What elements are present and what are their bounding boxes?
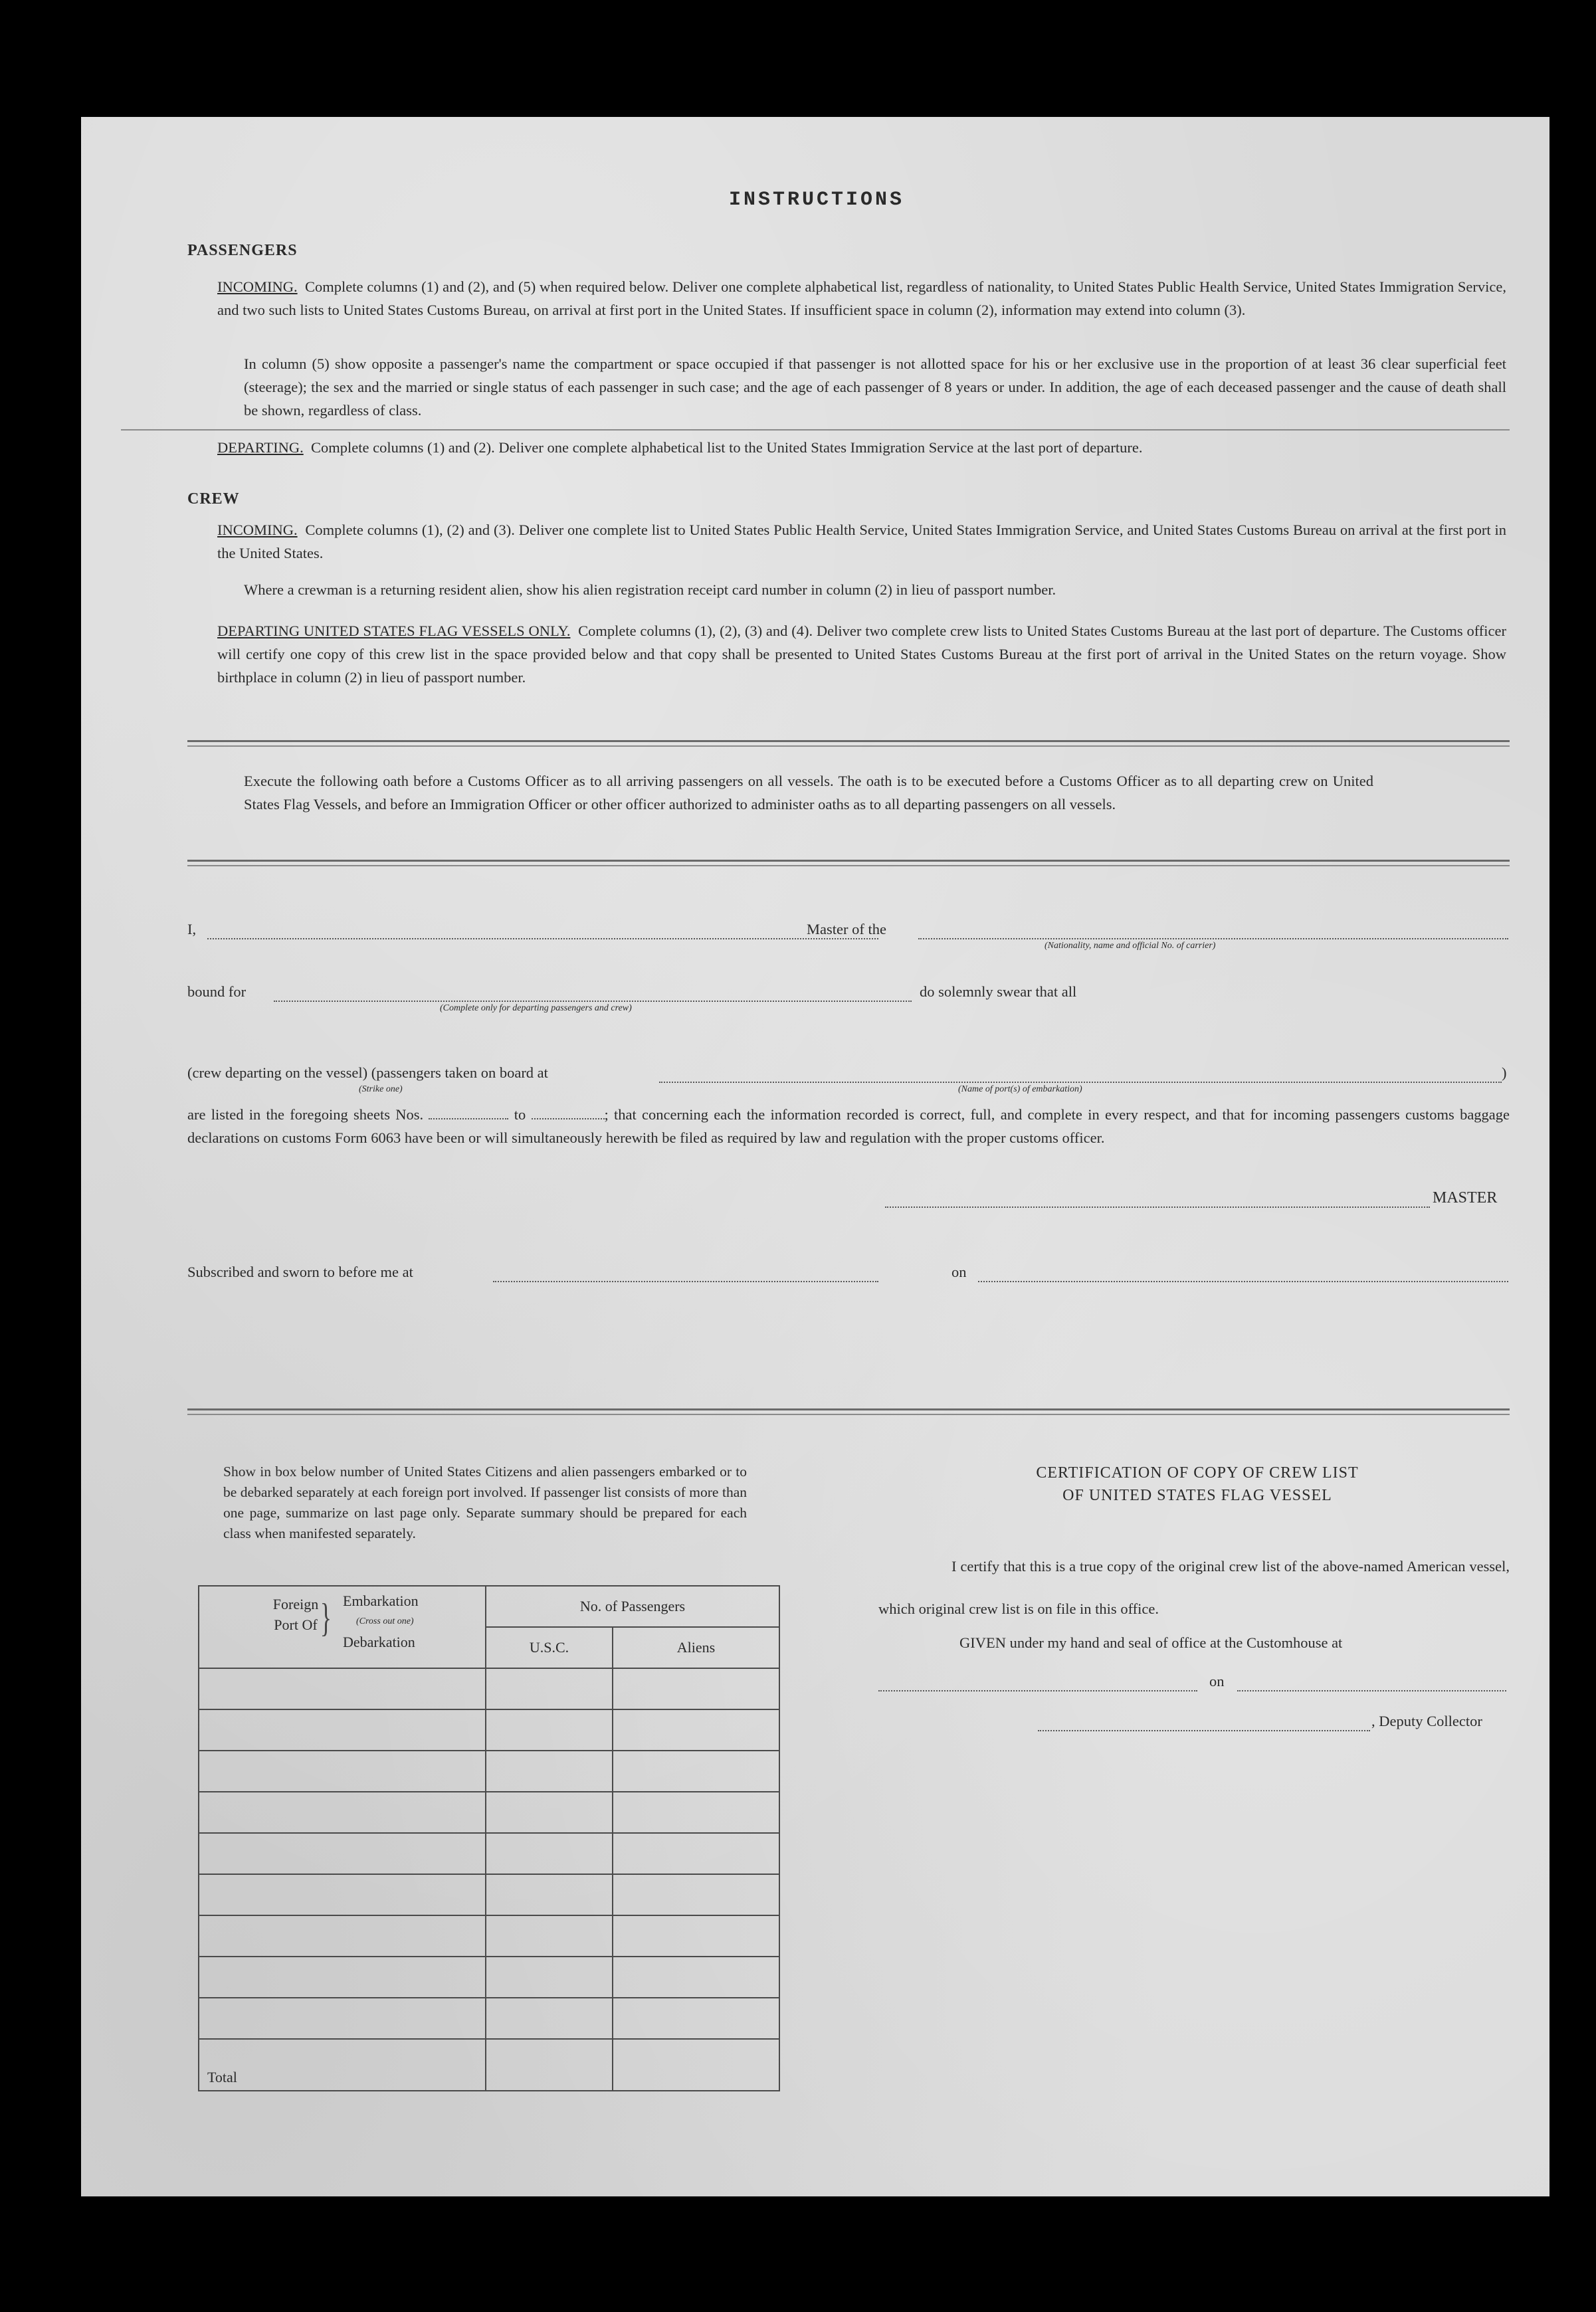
aliens-header-cell: Aliens bbox=[613, 1627, 779, 1668]
crew-resident-paragraph: Where a crewman is a returning resident alien, show his alien registration receipt card number in column (2) in lieu of passport number. bbox=[244, 581, 1056, 598]
usc-cell[interactable] bbox=[486, 1874, 613, 1915]
port-cell[interactable] bbox=[199, 1957, 486, 1998]
port-cell[interactable] bbox=[199, 1915, 486, 1957]
aliens-cell[interactable] bbox=[613, 1751, 779, 1792]
port-cell[interactable] bbox=[199, 1792, 486, 1833]
sheet-from-field[interactable] bbox=[429, 1118, 508, 1119]
port-cell[interactable] bbox=[199, 1874, 486, 1915]
carrier-note: (Nationality, name and official No. of carrier) bbox=[1045, 941, 1216, 951]
aliens-cell[interactable] bbox=[613, 1833, 779, 1874]
carrier-field[interactable] bbox=[918, 938, 1508, 939]
aliens-cell[interactable] bbox=[613, 1668, 779, 1709]
table-row bbox=[199, 1874, 779, 1915]
usc-cell[interactable] bbox=[486, 1833, 613, 1874]
certify-paragraph: I certify that this is a true copy of the original crew list of the above-named American vessel, which original crew list is on file in this office. bbox=[878, 1558, 1510, 1617]
table-row bbox=[199, 1751, 779, 1792]
port-cell[interactable] bbox=[199, 1668, 486, 1709]
deputy-collector-signature-field[interactable] bbox=[1038, 1730, 1370, 1731]
customhouse-field[interactable] bbox=[878, 1690, 1197, 1691]
passengers-header-cell: No. of Passengers bbox=[486, 1586, 779, 1627]
usc-cell[interactable] bbox=[486, 1998, 613, 2039]
certification-heading-2: OF UNITED STATES FLAG VESSEL bbox=[1062, 1487, 1332, 1504]
col-embarkation: Embarkation bbox=[343, 1592, 419, 1609]
total-usc-cell[interactable] bbox=[486, 2039, 613, 2091]
table-row bbox=[199, 1792, 779, 1833]
col-debarkation: Debarkation bbox=[343, 1634, 415, 1650]
subscribed-on-label: on bbox=[951, 1264, 967, 1280]
certification-heading-1: CERTIFICATION OF COPY OF CREW LIST bbox=[1036, 1464, 1359, 1482]
embarkation-port-field[interactable] bbox=[659, 1082, 1502, 1083]
crew-departing-label: DEPARTING UNITED STATES FLAG VESSELS ONLY. bbox=[217, 623, 571, 639]
crew-heading: CREW bbox=[187, 490, 240, 508]
aliens-cell[interactable] bbox=[613, 1792, 779, 1833]
divider bbox=[187, 1414, 1510, 1415]
page-title: INSTRUCTIONS bbox=[729, 189, 905, 211]
table-row bbox=[199, 1998, 779, 2039]
divider bbox=[187, 865, 1510, 866]
passenger-summary-table bbox=[198, 1585, 780, 2091]
listed-text-2: ; that concerning each the information recorded is correct, full, and complete in every respect, and that for incoming passengers customs baggage declarations on customs Form 6063 have been or will simultaneously herewith be filed as required by law and regulation with the proper customs officer. bbox=[187, 1106, 1510, 1146]
bound-for-note: (Complete only for departing passengers and crew) bbox=[440, 1003, 632, 1013]
usc-cell[interactable] bbox=[486, 1957, 613, 1998]
document-page bbox=[81, 117, 1549, 2196]
aliens-cell[interactable] bbox=[613, 1709, 779, 1751]
total-row bbox=[199, 2039, 779, 2091]
master-signature-field[interactable] bbox=[885, 1206, 1430, 1208]
oath-intro-paragraph: Execute the following oath before a Customs Officer as to all arriving passengers on all vessels. The oath is to be executed before a Customs Officer as to all departing crew on United States Flag Vessels, and before an Immigration Officer or other officer authorized to administer oaths as to all departing passengers on all vessels. bbox=[244, 773, 1373, 813]
aliens-cell[interactable] bbox=[613, 1874, 779, 1915]
aliens-cell[interactable] bbox=[613, 1998, 779, 2039]
passengers-heading: PASSENGERS bbox=[187, 242, 298, 259]
total-label: Total bbox=[199, 2039, 486, 2091]
table-row bbox=[199, 1957, 779, 1998]
port-cell[interactable] bbox=[199, 1751, 486, 1792]
crew-incoming-label: INCOMING. bbox=[217, 522, 298, 538]
usc-cell[interactable] bbox=[486, 1709, 613, 1751]
port-cell[interactable] bbox=[199, 1833, 486, 1874]
passengers-incoming-label: INCOMING. bbox=[217, 278, 298, 295]
i-label: I, bbox=[187, 921, 197, 937]
passengers-column5-paragraph: In column (5) show opposite a passenger's name the compartment or space occupied if that passenger is not allotted space for his or her exclusive use in the proportion of at least 36 clear superficial feet (steerage); the sex and the married or single status of each passenger in such case; and the age of each passenger of 8 years or under. In addition, the age of each deceased passenger and the cause of death shall be shown, regardless of class. bbox=[244, 355, 1506, 419]
given-label: GIVEN under my hand and seal of office at the Customhouse at bbox=[959, 1634, 1343, 1651]
summary-instructions: Show in box below number of United States Citizens and alien passengers embarked or to be debarked separately at each foreign port involved. If passenger list consists of more than one page, summarize on last page only. Separate summary should be prepared for each class when manifested separately. bbox=[223, 1464, 747, 1541]
master-of-label: Master of the bbox=[807, 921, 886, 937]
usc-header-cell: U.S.C. bbox=[486, 1627, 613, 1668]
port-cell[interactable] bbox=[199, 1709, 486, 1751]
passengers-departing-paragraph bbox=[217, 436, 1506, 459]
port-header-cell bbox=[199, 1586, 486, 1668]
col-foreign-port: Foreign Port Of bbox=[272, 1596, 319, 1633]
bound-for-label: bound for bbox=[187, 983, 247, 1000]
aliens-cell[interactable] bbox=[613, 1957, 779, 1998]
subscribed-date-field[interactable] bbox=[978, 1281, 1508, 1282]
aliens-cell[interactable] bbox=[613, 1915, 779, 1957]
strike-one-note: (Strike one) bbox=[359, 1084, 403, 1094]
listed-text-1: are listed in the foregoing sheets Nos. bbox=[187, 1106, 424, 1123]
brace-glyph: } bbox=[320, 1596, 332, 1640]
bound-for-field[interactable] bbox=[274, 1001, 912, 1002]
ports-note: (Name of port(s) of embarkation) bbox=[958, 1084, 1082, 1094]
deputy-collector-label: , Deputy Collector bbox=[1371, 1713, 1482, 1729]
passengers-incoming-paragraph bbox=[217, 275, 1506, 322]
swear-label: do solemnly swear that all bbox=[920, 983, 1077, 1000]
divider bbox=[121, 429, 1510, 431]
usc-cell[interactable] bbox=[486, 1792, 613, 1833]
passengers-incoming-text: Complete columns (1) and (2), and (5) when required below. Deliver one complete alphabetical list, regardless of nationality, to United States Public Health Service, United States Immigration Service, and two such lists to United States Customs Bureau, on arrival at first port in the United States. If insufficient space in column (2), information may extend into column (3). bbox=[217, 278, 1506, 318]
crew-incoming-paragraph bbox=[217, 518, 1506, 565]
listed-paragraph bbox=[187, 1103, 1510, 1149]
divider bbox=[187, 860, 1510, 862]
usc-cell[interactable] bbox=[486, 1751, 613, 1792]
usc-cell[interactable] bbox=[486, 1915, 613, 1957]
subscribed-place-field[interactable] bbox=[493, 1281, 878, 1282]
table-row bbox=[199, 1915, 779, 1957]
crew-incoming-text: Complete columns (1), (2) and (3). Deliver one complete list to United States Public Health Service, United States Immigration Service, and United States Customs Bureau on arrival at the first port in the United States. bbox=[217, 522, 1506, 561]
crew-departing-text: Complete columns (1), (2), (3) and (4). Deliver two complete crew lists to United States Customs Bureau at the last port of departure. The Customs officer will certify one copy of this crew list in the space provided below and that copy shall be presented to United States Customs Bureau at the first port of arrival in the United States on the return voyage. Show birthplace in column (2) in lieu of passport number. bbox=[217, 623, 1507, 686]
certification-date-field[interactable] bbox=[1237, 1690, 1506, 1691]
usc-cell[interactable] bbox=[486, 1668, 613, 1709]
table-row bbox=[199, 1668, 779, 1709]
sheet-to-field[interactable] bbox=[532, 1118, 605, 1119]
passengers-departing-label: DEPARTING. bbox=[217, 439, 304, 456]
subscribed-label: Subscribed and sworn to before me at bbox=[187, 1264, 413, 1280]
cross-out-note: (Cross out one) bbox=[356, 1616, 414, 1626]
crew-departing-paragraph bbox=[217, 619, 1506, 689]
master-label: MASTER bbox=[1433, 1189, 1498, 1206]
divider bbox=[187, 740, 1510, 742]
table-row bbox=[199, 1833, 779, 1874]
divider bbox=[187, 745, 1510, 747]
port-cell[interactable] bbox=[199, 1998, 486, 2039]
certification-on-label: on bbox=[1209, 1673, 1225, 1689]
close-paren: ) bbox=[1502, 1064, 1507, 1081]
total-aliens-cell[interactable] bbox=[613, 2039, 779, 2091]
passengers-departing-text: Complete columns (1) and (2). Deliver one complete alphabetical list to the United States Immigration Service at the last port of departure. bbox=[310, 439, 1143, 456]
crew-departing-label: (crew departing on the vessel) (passengers taken on board at bbox=[187, 1064, 548, 1081]
master-name-field[interactable] bbox=[207, 938, 878, 939]
listed-to: to bbox=[514, 1106, 526, 1123]
table-row bbox=[199, 1709, 779, 1751]
divider bbox=[187, 1408, 1510, 1410]
